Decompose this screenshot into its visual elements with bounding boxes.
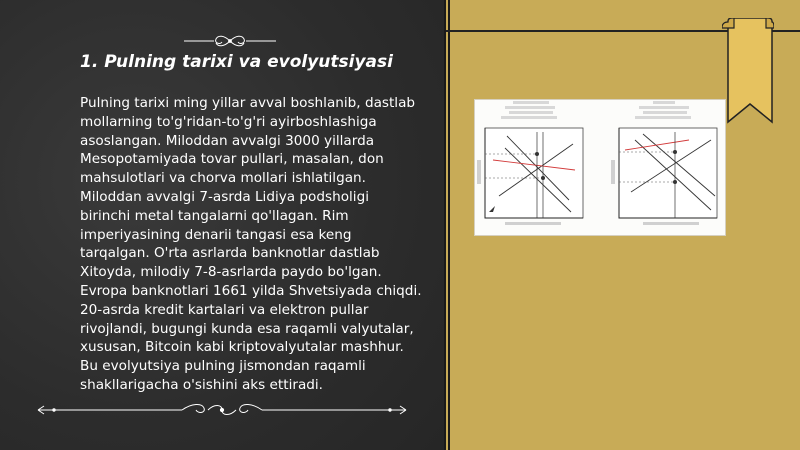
diagram-right bbox=[611, 101, 717, 225]
panel-divider-2 bbox=[448, 0, 450, 450]
flourish-divider-icon bbox=[32, 400, 412, 420]
flourish-ornament-icon bbox=[180, 34, 280, 48]
economics-figure bbox=[474, 99, 726, 236]
panel-divider-1 bbox=[444, 0, 446, 450]
bookmark-ribbon-icon bbox=[722, 18, 774, 126]
economics-diagram-image bbox=[475, 100, 725, 235]
diagram-left bbox=[477, 101, 583, 225]
slide-body-text: Pulning tarixi ming yillar avval boshlanib, dastlab mollarning to'g'ridan-to'g'ri ayirboshlashiga asoslangan. Miloddan avvalgi 3000 yillarda Mesopotamiyada tovar pullari, masalan, don mahsulotlari va chorva mollari ishlatilgan. Miloddan avvalgi 7-asrda Lidiya podsholigi birinchi metal tangalarni qo'llagan. Rim imperiyasining denarii tangasi esa keng tarqalgan. O'rta asrlarda banknotlar dastlab Xitoyda, milodiy 7-8-asrlarda paydo bo'lgan. Evropa banknotlari 1661 yilda Shvetsiyada chiqdi. 20-asrda kredit kartalari va elektron pullar rivojlandi, bugungi kunda esa raqamli valyutalar, xususan, Bitcoin kabi kriptovalyutalar mashhur. Bu evolyutsiya pulning jismondan raqamli shakllarigacha o'sishini aks ettiradi. bbox=[80, 95, 422, 393]
slide-title: 1. Pulning tarixi va evolyutsiyasi bbox=[80, 52, 393, 72]
